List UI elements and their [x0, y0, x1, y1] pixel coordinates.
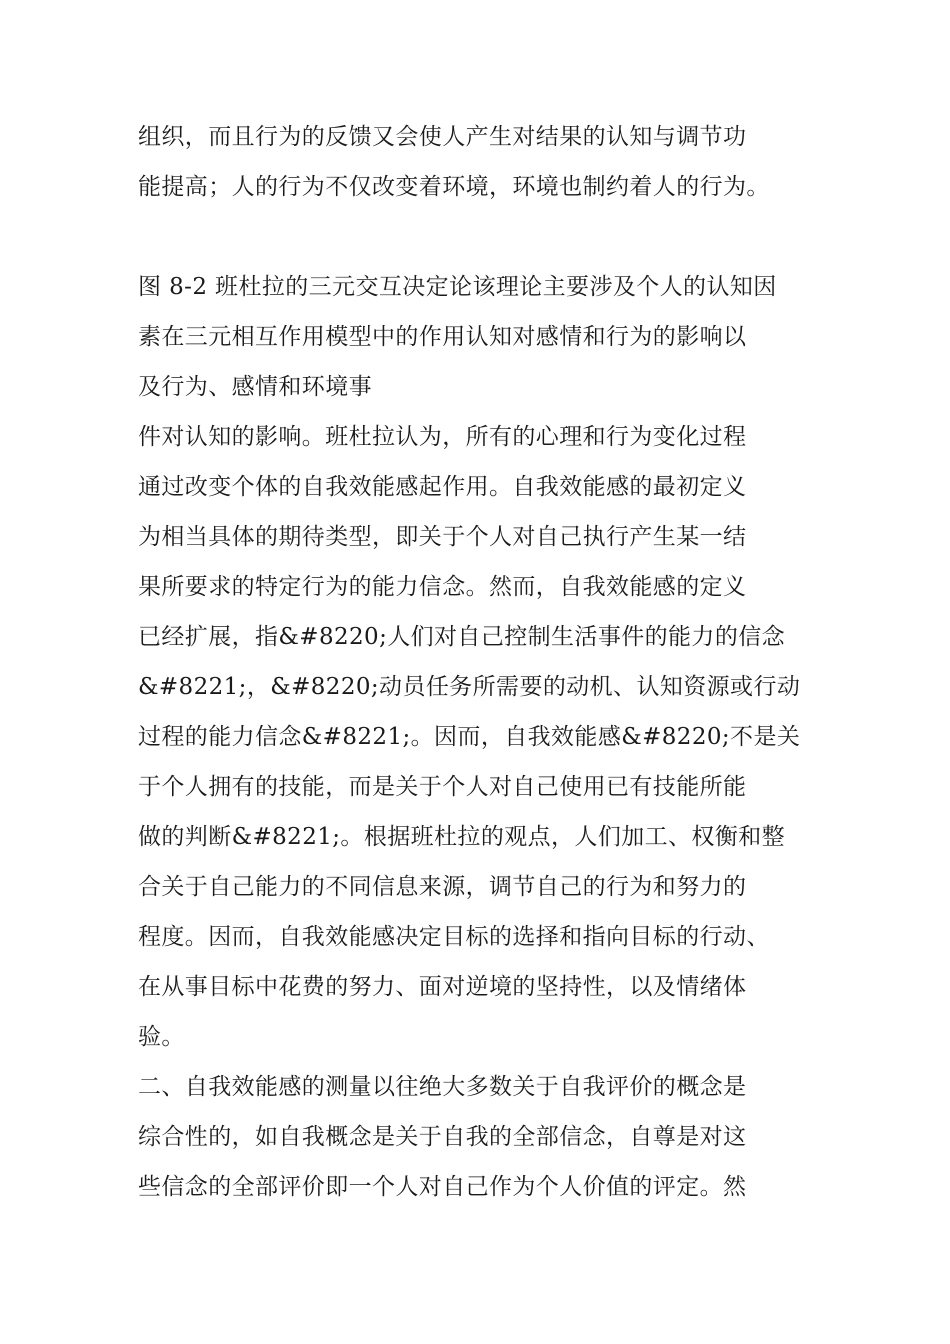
text-line: 件对认知的影响。班杜拉认为，所有的心理和行为变化过程 — [138, 424, 747, 450]
text-line: 图 8-2 班杜拉的三元交互决定论该理论主要涉及个人的认知因 — [138, 274, 777, 300]
text-line: 合关于自己能力的不同信息来源，调节自己的行为和努力的 — [138, 874, 747, 900]
text-line: 程度。因而，自我效能感决定目标的选择和指向目标的行动、 — [138, 924, 770, 950]
text-line: 通过改变个体的自我效能感起作用。自我效能感的最初定义 — [138, 474, 747, 500]
text-line: 果所要求的特定行为的能力信念。然而，自我效能感的定义 — [138, 574, 747, 600]
text-line: 已经扩展，指&#8220;人们对自己控制生活事件的能力的信念 — [138, 624, 786, 650]
text-line: 在从事目标中花费的努力、面对逆境的坚持性，以及情绪体 — [138, 974, 747, 1000]
text-line: 素在三元相互作用模型中的作用认知对感情和行为的影响以 — [138, 324, 747, 350]
text-line: 验。 — [138, 1024, 185, 1050]
text-line: 些信念的全部评价即一个人对自己作为个人价值的评定。然 — [138, 1174, 747, 1200]
text-line: &#8221;，&#8220;动员任务所需要的动机、认知资源或行动 — [138, 674, 801, 700]
text-line: 过程的能力信念&#8221;。因而，自我效能感&#8220;不是关 — [138, 724, 801, 750]
text-line: 及行为、感情和环境事 — [138, 374, 372, 400]
text-line: 能提高；人的行为不仅改变着环境，环境也制约着人的行为。 — [138, 174, 770, 200]
text-line: 为相当具体的期待类型，即关于个人对自己执行产生某一结 — [138, 524, 747, 550]
text-line: 二、自我效能感的测量以往绝大多数关于自我评价的概念是 — [138, 1074, 747, 1100]
text-line: 做的判断&#8221;。根据班杜拉的观点，人们加工、权衡和整 — [138, 824, 786, 850]
text-line: 组织，而且行为的反馈又会使人产生对结果的认知与调节功 — [138, 124, 747, 150]
text-line: 于个人拥有的技能，而是关于个人对自己使用已有技能所能 — [138, 774, 747, 800]
text-line: 综合性的，如自我概念是关于自我的全部信念，自尊是对这 — [138, 1124, 747, 1150]
